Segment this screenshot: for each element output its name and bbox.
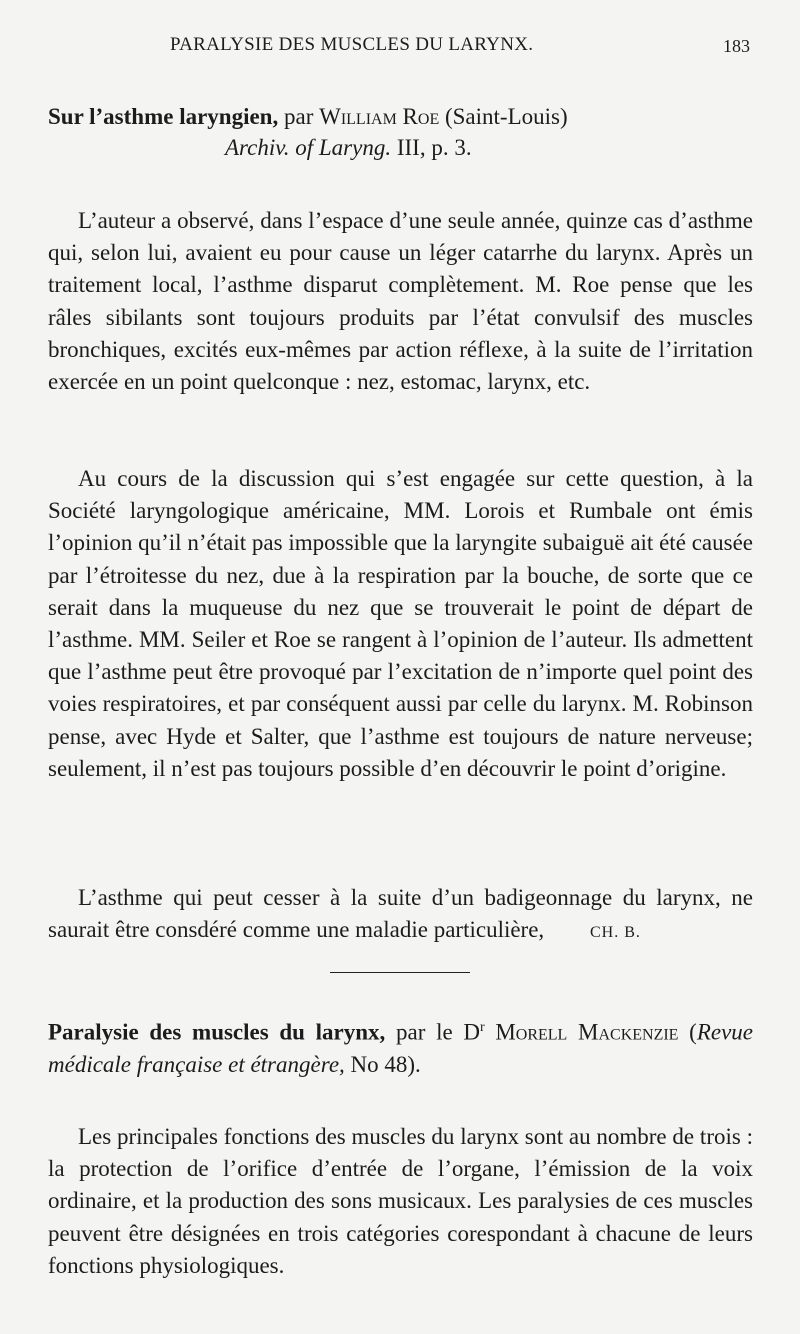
article-paragraph: Au cours de la discussion qui s’est engagée sur cette question, à la Société laryngologique américaine, MM. Lorois et Rumbale ont émis l’opinion qu’il n’était pas impossible que la laryngite subaiguë ait été causée par l’étroitesse du nez, due à la respiration par la bouche, de sorte que ce serait dans la muqueuse du nez que se trouverait le point de départ de l’asthme. MM. Seiler et Roe se rangent à l’opinion de l’auteur. Ils admettent que l’asthme peut être provoqué par l’excitation de n’importe quel point des voies respiratoires, et par conséquent aussi par celle du larynx. M. Robinson pense, avec Hyde et Salter, que l’asthme est toujours de nature nerveuse; seulement, il n’est pas toujours possible d’en découvrir le point d’origine.	[48, 466, 753, 781]
source-open: (	[678, 1019, 697, 1045]
running-title: PARALYSIE DES MUSCLES DU LARYNX.	[170, 34, 534, 55]
section-divider	[330, 972, 470, 973]
page-header	[0, 34, 800, 64]
article-paragraph: L’asthme qui peut cesser à la suite d’un badigeonnage du larynx, ne saurait être consdéré comme une maladie particulière,	[48, 885, 753, 943]
page-number: 183	[723, 36, 750, 56]
article-paragraph: L’auteur a observé, dans l’espace d’une seule année, quinze cas d’asthme qui, selon lui, avaient eu pour cause un léger catarrhe du larynx. Après un traitement local, l’asthme disparut complètement. M. Roe pense que les râles sibilants sont toujours produits par l’état convulsif des muscles bronchiques, excités eux-mêmes par action réflexe, à la suite de l’irritation exercée en un point quelconque : nez, estomac, larynx, etc.	[48, 208, 753, 395]
article-paragraph: Les principales fonctions des muscles du larynx sont au nombre de trois : la protection de l’orifice d’entrée de l’organe, l’émission de la voix ordinaire, et la production des sons musicaux. Les paralysies de ces muscles peuvent être désignées en trois catégories corespondant à chacune de leurs fonctions physiologiques.	[48, 1124, 753, 1278]
source-journal: Revue médicale française et étrangère,	[48, 1019, 754, 1077]
article-citation	[225, 134, 472, 162]
article-by: par le D	[385, 1019, 480, 1045]
article-by: par	[278, 104, 320, 129]
author-signature: CH. B.	[590, 924, 641, 941]
citation-ref: III, p. 3.	[391, 135, 472, 160]
article-title	[48, 1012, 753, 1081]
citation-journal: Archiv. of Laryng.	[225, 135, 392, 160]
article-title-text: Paralysie des muscles du larynx,	[48, 1019, 386, 1045]
article-author: William Roe	[319, 104, 440, 129]
dr-superscript: r	[479, 1020, 485, 1035]
article-author: Morell Mackenzie	[484, 1019, 679, 1045]
source-number: No 48).	[344, 1051, 421, 1077]
article-title	[48, 100, 753, 134]
article-place: (Saint-Louis)	[439, 104, 568, 129]
article-title-text: Sur l’asthme laryngien,	[48, 104, 279, 129]
